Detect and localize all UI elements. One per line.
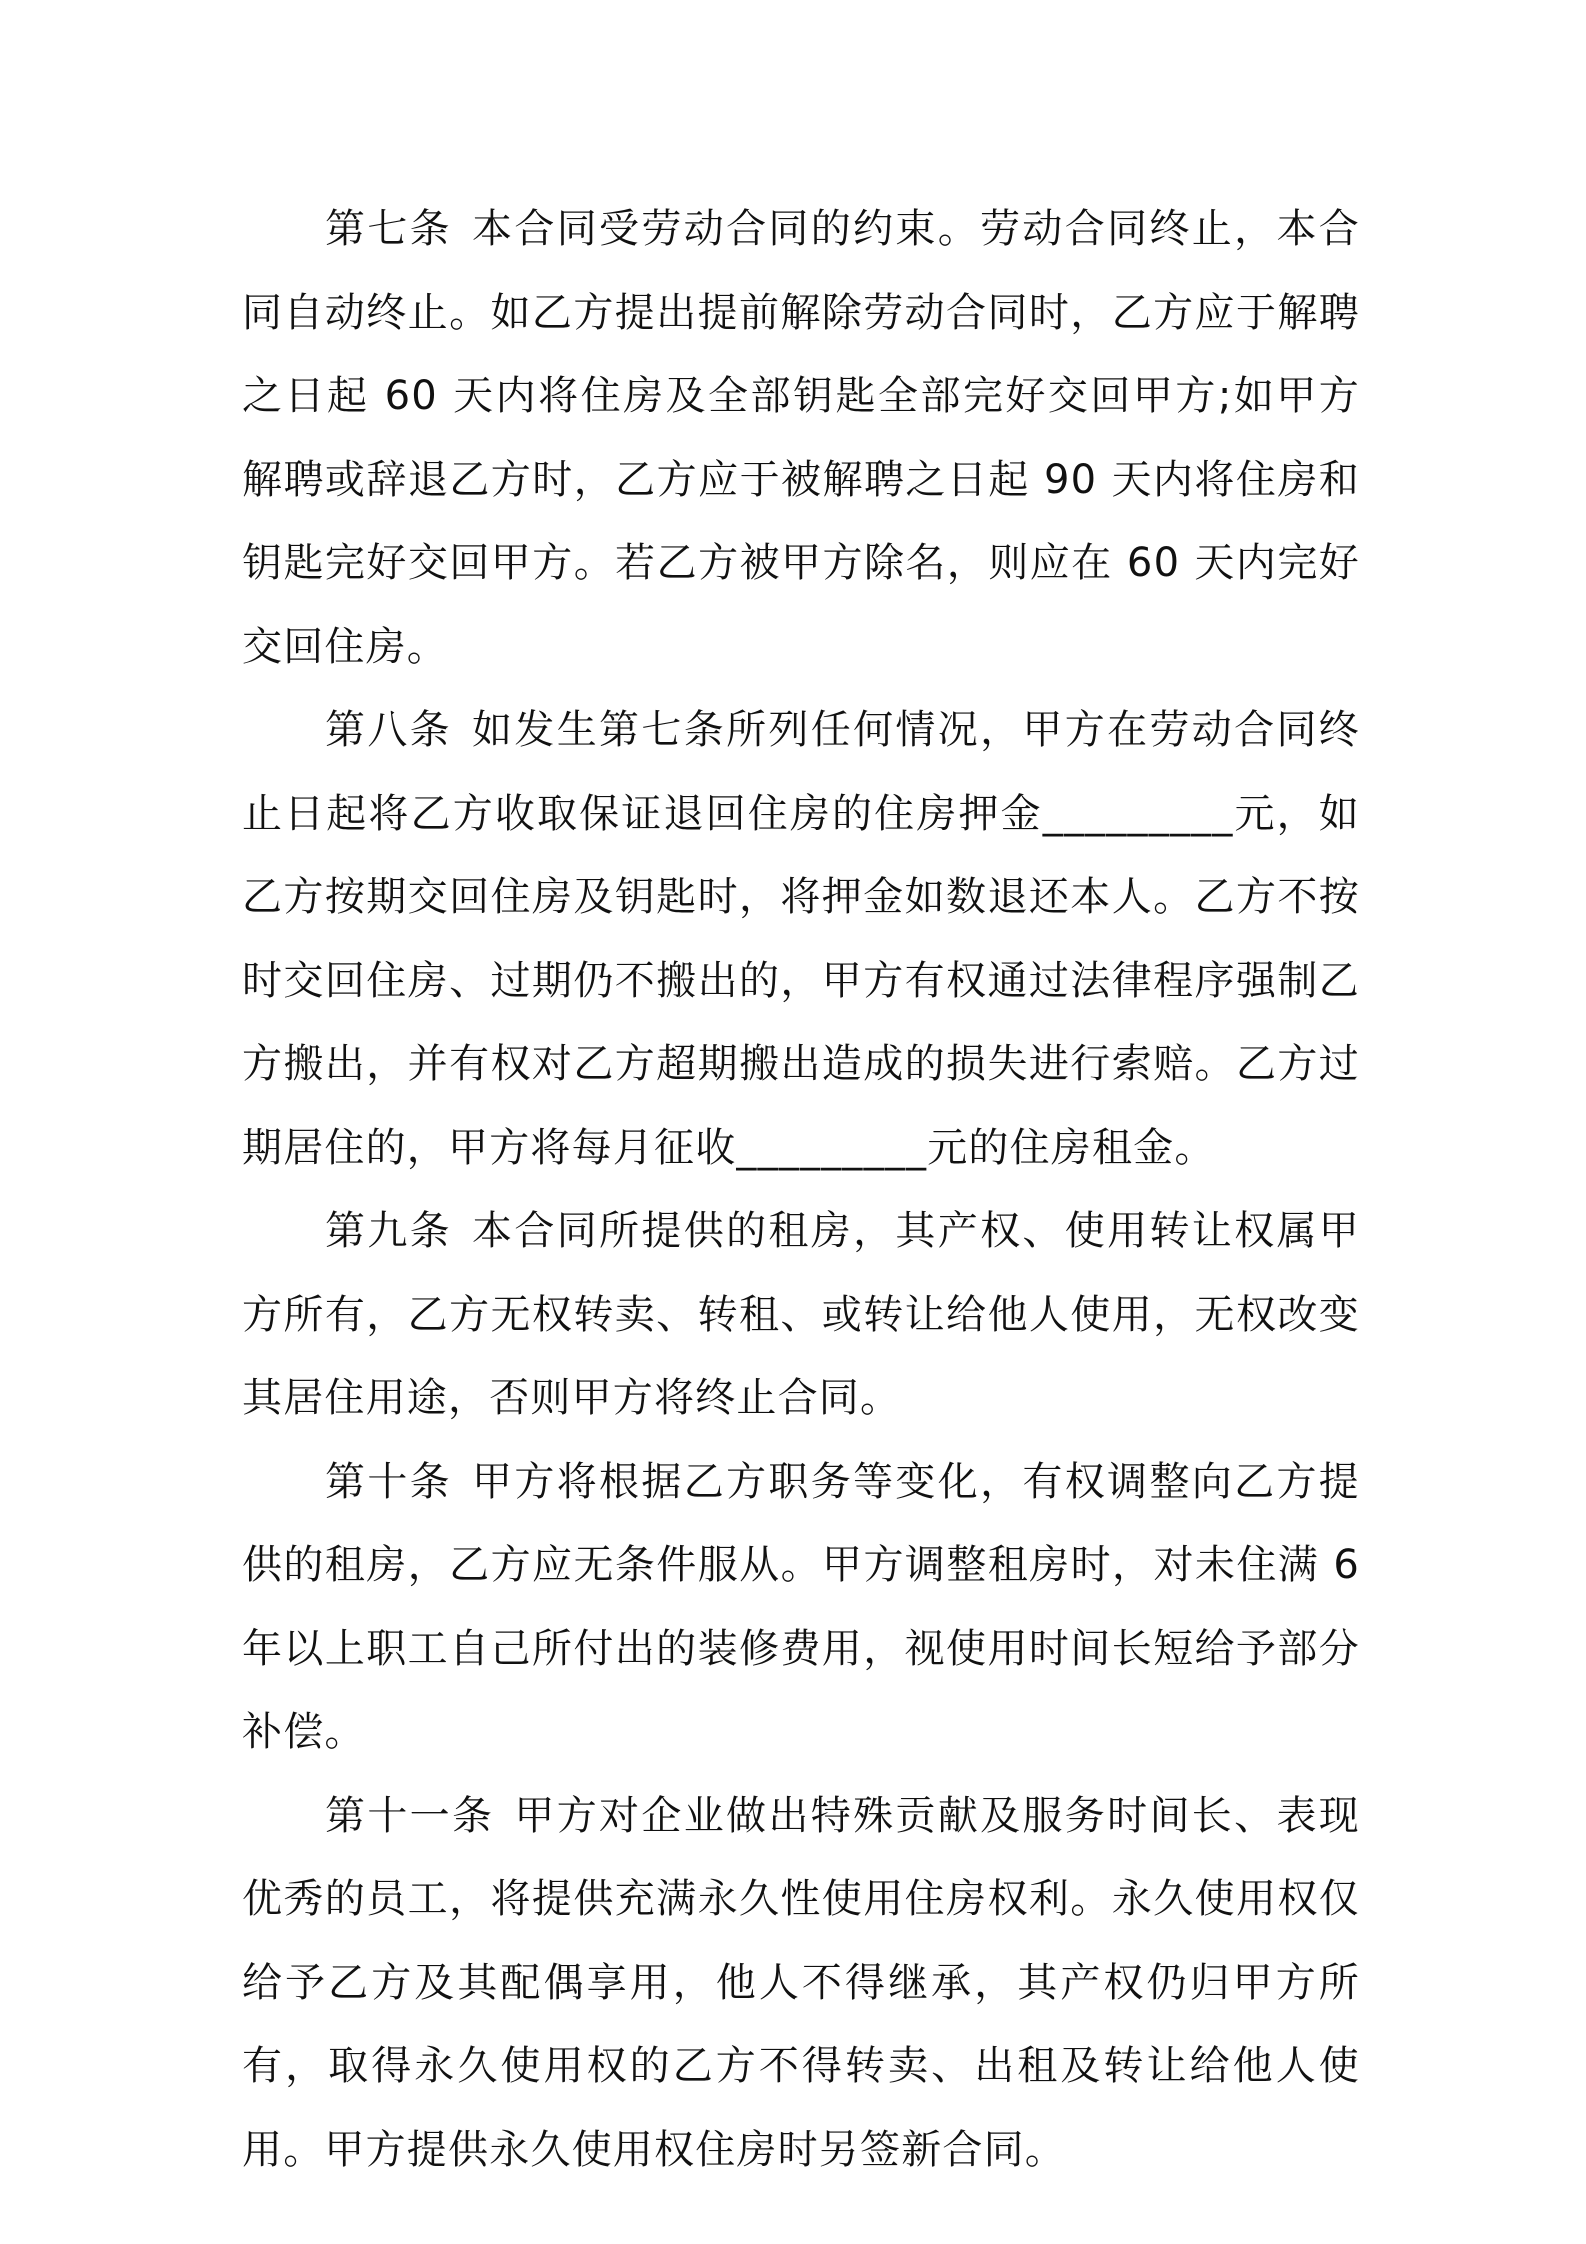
article-11 (242, 1775, 1360, 2193)
article-title: 第九条 (325, 1208, 453, 1254)
article-title: 第十条 (325, 1458, 453, 1505)
article-title: 第七条 (325, 206, 453, 252)
article-text: 本合同所提供的租房，其产权、使用转让权属甲方所有，乙方无权转卖、转租、或转让给他人使用，无权改变其居住用途，否则甲方将终止合同。 (242, 1208, 1361, 1421)
article-title: 第十一条 (325, 1792, 495, 1839)
article-9 (242, 1190, 1360, 1441)
article-text: 甲方对企业做出特殊贡献及服务时间长、表现优秀的员工，将提供充满永久性使用住房权利。永久使用权仅给予乙方及其配偶享用，他人不得继承，其产权仍归甲方所有，取得永久使用权的乙方不得转卖、出租及转让给他人使用。甲方提供永久使用权住房时另签新合同。 (242, 1792, 1360, 2173)
document-body (242, 188, 1360, 2192)
article-text: 如发生第七条所列任何情况，甲方在劳动合同终止日起将乙方收取保证退回住房的住房押金_________元，如乙方按期交回住房及钥匙时，将押金如数退还本人。乙方不按时交回住房、过期仍不搬出的，甲方有权通过法律程序强制乙方搬出，并有权对乙方超期搬出造成的损失进行索赔。乙方过期居住的，甲方将每月征收_________元的住房租金。 (242, 707, 1361, 1171)
article-title: 第八条 (325, 707, 453, 753)
article-text: 甲方将根据乙方职务等变化，有权调整向乙方提供的租房，乙方应无条件服从。甲方调整租房时，对未住满 6 年以上职工自己所付出的装修费用，视使用时间长短给予部分补偿。 (242, 1458, 1361, 1755)
article-10 (242, 1441, 1360, 1775)
article-text: 本合同受劳动合同的约束。劳动合同终止，本合同自动终止。如乙方提出提前解除劳动合同时，乙方应于解聘之日起 60 天内将住房及全部钥匙全部完好交回甲方;如甲方解聘或辞退乙方时，乙方应于被解聘之日起 90 天内将住房和钥匙完好交回甲方。若乙方被甲方除名，则应在 60 天内完好交回住房。 (242, 206, 1361, 670)
article-8 (242, 689, 1360, 1190)
article-7 (242, 188, 1360, 689)
